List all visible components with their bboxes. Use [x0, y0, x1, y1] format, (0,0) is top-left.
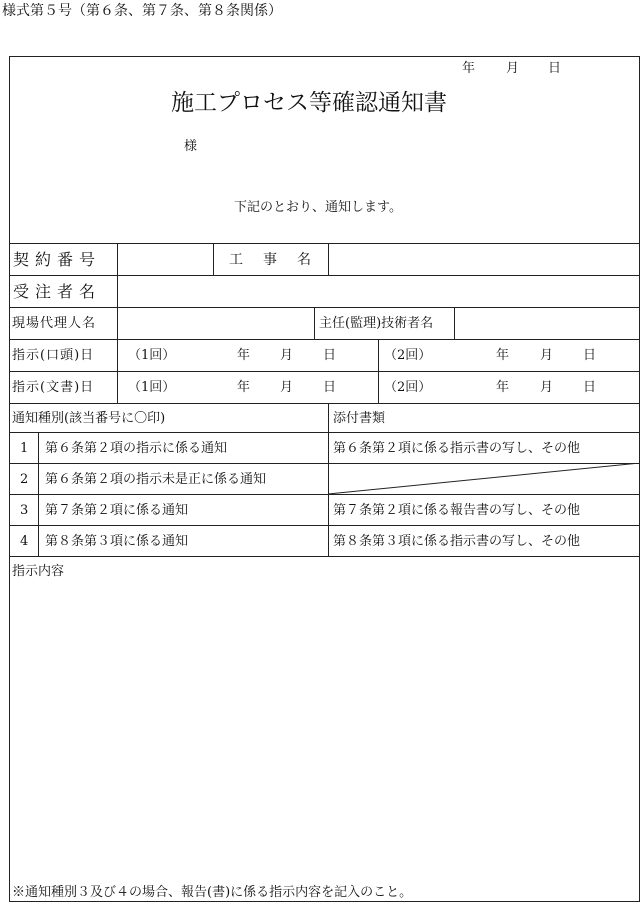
- oral-second-day: 日: [583, 348, 597, 363]
- attachment-header: 添付書類: [333, 411, 386, 426]
- work-name-field[interactable]: [329, 244, 639, 275]
- contractor-label: 受注者名: [13, 282, 102, 301]
- notification-row-2-type: 第６条第２項の指示未是正に係る通知: [45, 472, 267, 487]
- written-second-year: 年: [496, 380, 510, 395]
- notification-row-4-attachment: 第８条第３項に係る指示書の写し、その他: [333, 534, 581, 549]
- oral-first-day: 日: [323, 348, 337, 363]
- notification-row-3-no[interactable]: 3: [20, 503, 29, 518]
- contractor-field[interactable]: [118, 276, 639, 307]
- written-second-label: （2回）: [384, 380, 432, 395]
- contract-number-field[interactable]: [118, 244, 213, 275]
- date-day: 日: [548, 61, 562, 76]
- form-number: 様式第５号（第６条、第７条、第８条関係）: [2, 3, 282, 19]
- attachment-diagonal: [328, 463, 640, 494]
- written-first-label: （1回）: [128, 380, 176, 395]
- date-month: 月: [506, 61, 520, 76]
- addressee-suffix: 様: [184, 139, 198, 154]
- oral-first-month: 月: [280, 348, 294, 363]
- notification-row-3-type: 第７条第２項に係る通知: [45, 503, 189, 518]
- written-first-month: 月: [280, 380, 294, 395]
- chief-engineer-field[interactable]: [455, 308, 639, 339]
- written-second-month: 月: [540, 380, 554, 395]
- notification-type-header: 通知種別(該当番号に〇印): [12, 411, 166, 426]
- page-title: 施工プロセス等確認通知書: [171, 90, 447, 116]
- work-name-label: 工事名: [229, 252, 331, 268]
- written-instruction-label: 指示(文書)日: [12, 380, 95, 395]
- notification-row-1-type: 第６条第２項の指示に係る通知: [45, 441, 228, 456]
- oral-first-year: 年: [237, 348, 251, 363]
- date-year: 年: [462, 61, 476, 76]
- footnote: ※通知種別３及び４の場合、報告(書)に係る指示内容を記入のこと。: [12, 885, 413, 900]
- oral-second-label: （2回）: [384, 348, 432, 363]
- written-first-year: 年: [237, 380, 251, 395]
- notification-row-2-no[interactable]: 2: [20, 472, 29, 487]
- contract-number-label: 契約番号: [13, 250, 102, 269]
- notification-row-1-no[interactable]: 1: [20, 441, 29, 456]
- oral-second-year: 年: [496, 348, 510, 363]
- site-agent-label: 現場代理人名: [12, 316, 97, 331]
- site-agent-field[interactable]: [118, 308, 314, 339]
- written-second-day: 日: [583, 380, 597, 395]
- oral-instruction-label: 指示(口頭)日: [12, 348, 95, 363]
- notification-row-4-no[interactable]: 4: [20, 534, 29, 549]
- instruction-content-field[interactable]: [10, 582, 639, 882]
- notification-row-1-attachment: 第６条第２項に係る指示書の写し、その他: [333, 441, 581, 456]
- instruction-content-label: 指示内容: [12, 564, 65, 579]
- intro-text: 下記のとおり、通知します。: [234, 200, 402, 215]
- chief-engineer-label: 主任(監理)技術者名: [319, 316, 434, 331]
- notification-row-3-attachment: 第７条第２項に係る報告書の写し、その他: [333, 503, 581, 518]
- oral-first-label: （1回）: [128, 348, 176, 363]
- written-first-day: 日: [323, 380, 337, 395]
- notification-row-4-type: 第８条第３項に係る通知: [45, 534, 189, 549]
- oral-second-month: 月: [540, 348, 554, 363]
